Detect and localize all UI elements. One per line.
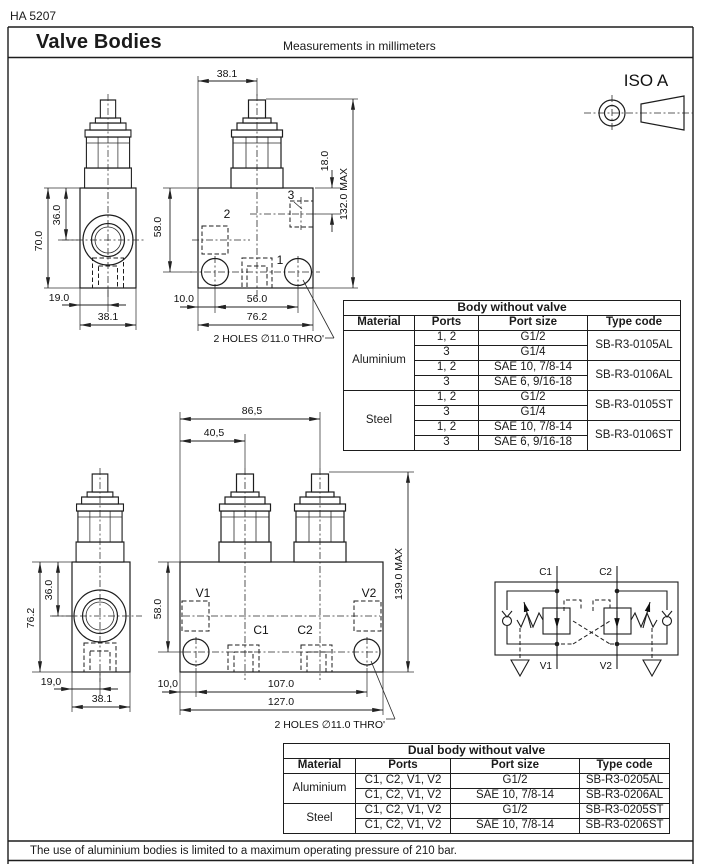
- table-title: Dual body without valve: [284, 744, 670, 759]
- cell-port-size: SAE 10, 7/8-14: [479, 361, 588, 376]
- port-label-3: 3: [287, 188, 295, 202]
- page-subtitle: Measurements in millimeters: [283, 39, 436, 53]
- col-header-ports: Ports: [356, 759, 451, 774]
- cell-type-code: SB-R3-0205ST: [580, 804, 670, 819]
- dual-body-side-view: [25, 468, 142, 712]
- dim-dual-overall-height: 139.0 MAX: [393, 548, 405, 600]
- cell-port-size: G1/2: [451, 774, 580, 789]
- dim-side-width: 38.1: [97, 311, 119, 323]
- cell-ports: C1, C2, V1, V2: [356, 804, 451, 819]
- dim-dual-hole-edge-offset: 10,0: [157, 678, 178, 690]
- dim-dual-side-height: 76.2: [25, 607, 37, 629]
- dim-dual-side-port-depth: 36.0: [43, 579, 55, 601]
- dual-body-front-view: [152, 405, 414, 731]
- col-header-type-code: Type code: [580, 759, 670, 774]
- cell-port-size: SAE 6, 9/16-18: [479, 376, 588, 391]
- footnote: The use of aluminium bodies is limited to a maximum operating pressure of 210 bar.: [30, 845, 457, 857]
- cell-type-code: SB-R3-0106ST: [588, 421, 681, 451]
- cell-type-code: SB-R3-0105AL: [588, 331, 681, 361]
- cell-material: Aluminium: [344, 331, 415, 391]
- dim-dual-side-hole-offset: 19,0: [40, 676, 62, 688]
- table-row: [344, 391, 681, 406]
- col-header-type-code: Type code: [588, 316, 681, 331]
- port-label-2: 2: [223, 207, 231, 221]
- hydraulic-schematic: [495, 566, 678, 676]
- cell-port-size: G1/4: [479, 406, 588, 421]
- dim-hole-edge-offset: 10.0: [173, 293, 194, 305]
- cell-port-size: SAE 10, 7/8-14: [451, 819, 580, 834]
- cell-ports: 3: [415, 346, 479, 361]
- dim-dual-body-width: 127.0: [267, 696, 295, 708]
- dim-cartridge-offset: 38.1: [216, 68, 238, 80]
- dim-side-hole-offset: 19.0: [48, 292, 70, 304]
- cell-ports: 1, 2: [415, 391, 479, 406]
- dim-side-height: 70.0: [33, 230, 45, 252]
- cell-material: Steel: [284, 804, 356, 834]
- cell-type-code: SB-R3-0206ST: [580, 819, 670, 834]
- cell-ports: C1, C2, V1, V2: [356, 774, 451, 789]
- dim-side-port-depth: 36.0: [51, 204, 63, 226]
- dim-cartridge2-offset: 86,5: [241, 405, 263, 417]
- cell-ports: 3: [415, 406, 479, 421]
- page-title: Valve Bodies: [36, 31, 162, 53]
- dim-dual-hole-spacing: 107.0: [267, 678, 295, 690]
- table-row: [284, 804, 670, 819]
- table-row: [344, 331, 681, 346]
- cell-material: Aluminium: [284, 774, 356, 804]
- cell-port-size: SAE 10, 7/8-14: [451, 789, 580, 804]
- cell-port-size: G1/2: [479, 331, 588, 346]
- single-body-table: [343, 300, 681, 451]
- cell-material: Steel: [344, 391, 415, 451]
- single-body-front-view: [152, 68, 358, 345]
- col-header-port-size: Port size: [451, 759, 580, 774]
- iso-label: ISO A: [623, 71, 669, 90]
- col-header-port-size: Port size: [479, 316, 588, 331]
- port-label-c2: C2: [297, 623, 313, 637]
- doc-code: HA 5207: [10, 9, 57, 23]
- cell-type-code: SB-R3-0205AL: [580, 774, 670, 789]
- table-row: [284, 774, 670, 789]
- cell-ports: C1, C2, V1, V2: [356, 819, 451, 834]
- schematic-label-c2: C2: [599, 567, 612, 578]
- dim-face-height: 58.0: [152, 216, 164, 238]
- schematic-label-c1: C1: [539, 567, 552, 578]
- cell-type-code: SB-R3-0105ST: [588, 391, 681, 421]
- cell-type-code: SB-R3-0106AL: [588, 361, 681, 391]
- dim-hole-spacing: 56.0: [246, 293, 268, 305]
- col-header-material: Material: [344, 316, 415, 331]
- single-body-side-view: [33, 94, 146, 330]
- port-label-v2: V2: [361, 586, 377, 600]
- cell-ports: 3: [415, 436, 479, 451]
- port-label-c1: C1: [253, 623, 269, 637]
- cell-port-size: SAE 10, 7/8-14: [479, 421, 588, 436]
- cell-port-size: G1/4: [479, 346, 588, 361]
- dim-cartridge-exposed: 18.0: [319, 150, 331, 172]
- cell-port-size: G1/2: [451, 804, 580, 819]
- iso-projection-symbol: [584, 71, 696, 131]
- dual-holes-note: 2 HOLES ∅11.0 THRO': [274, 719, 385, 731]
- dual-body-table: [283, 743, 670, 834]
- cell-ports: 3: [415, 376, 479, 391]
- cell-port-size: SAE 6, 9/16-18: [479, 436, 588, 451]
- port-label-1: 1: [276, 253, 284, 267]
- schematic-label-v1: V1: [539, 661, 552, 672]
- cell-ports: 1, 2: [415, 331, 479, 346]
- table-title: Body without valve: [344, 301, 681, 316]
- dim-overall-height: 132.0 MAX: [338, 168, 350, 220]
- dim-dual-side-width: 38.1: [91, 693, 113, 705]
- col-header-ports: Ports: [415, 316, 479, 331]
- dim-body-width: 76.2: [246, 311, 268, 323]
- cell-type-code: SB-R3-0206AL: [580, 789, 670, 804]
- cell-ports: 1, 2: [415, 421, 479, 436]
- port-label-v1: V1: [195, 586, 211, 600]
- dim-cartridge1-offset: 40,5: [203, 427, 225, 439]
- schematic-label-v2: V2: [599, 661, 612, 672]
- cell-port-size: G1/2: [479, 391, 588, 406]
- dim-dual-face-height: 58.0: [152, 598, 164, 620]
- col-header-material: Material: [284, 759, 356, 774]
- single-holes-note: 2 HOLES ∅11.0 THRO': [213, 333, 324, 345]
- cell-ports: C1, C2, V1, V2: [356, 789, 451, 804]
- cell-ports: 1, 2: [415, 361, 479, 376]
